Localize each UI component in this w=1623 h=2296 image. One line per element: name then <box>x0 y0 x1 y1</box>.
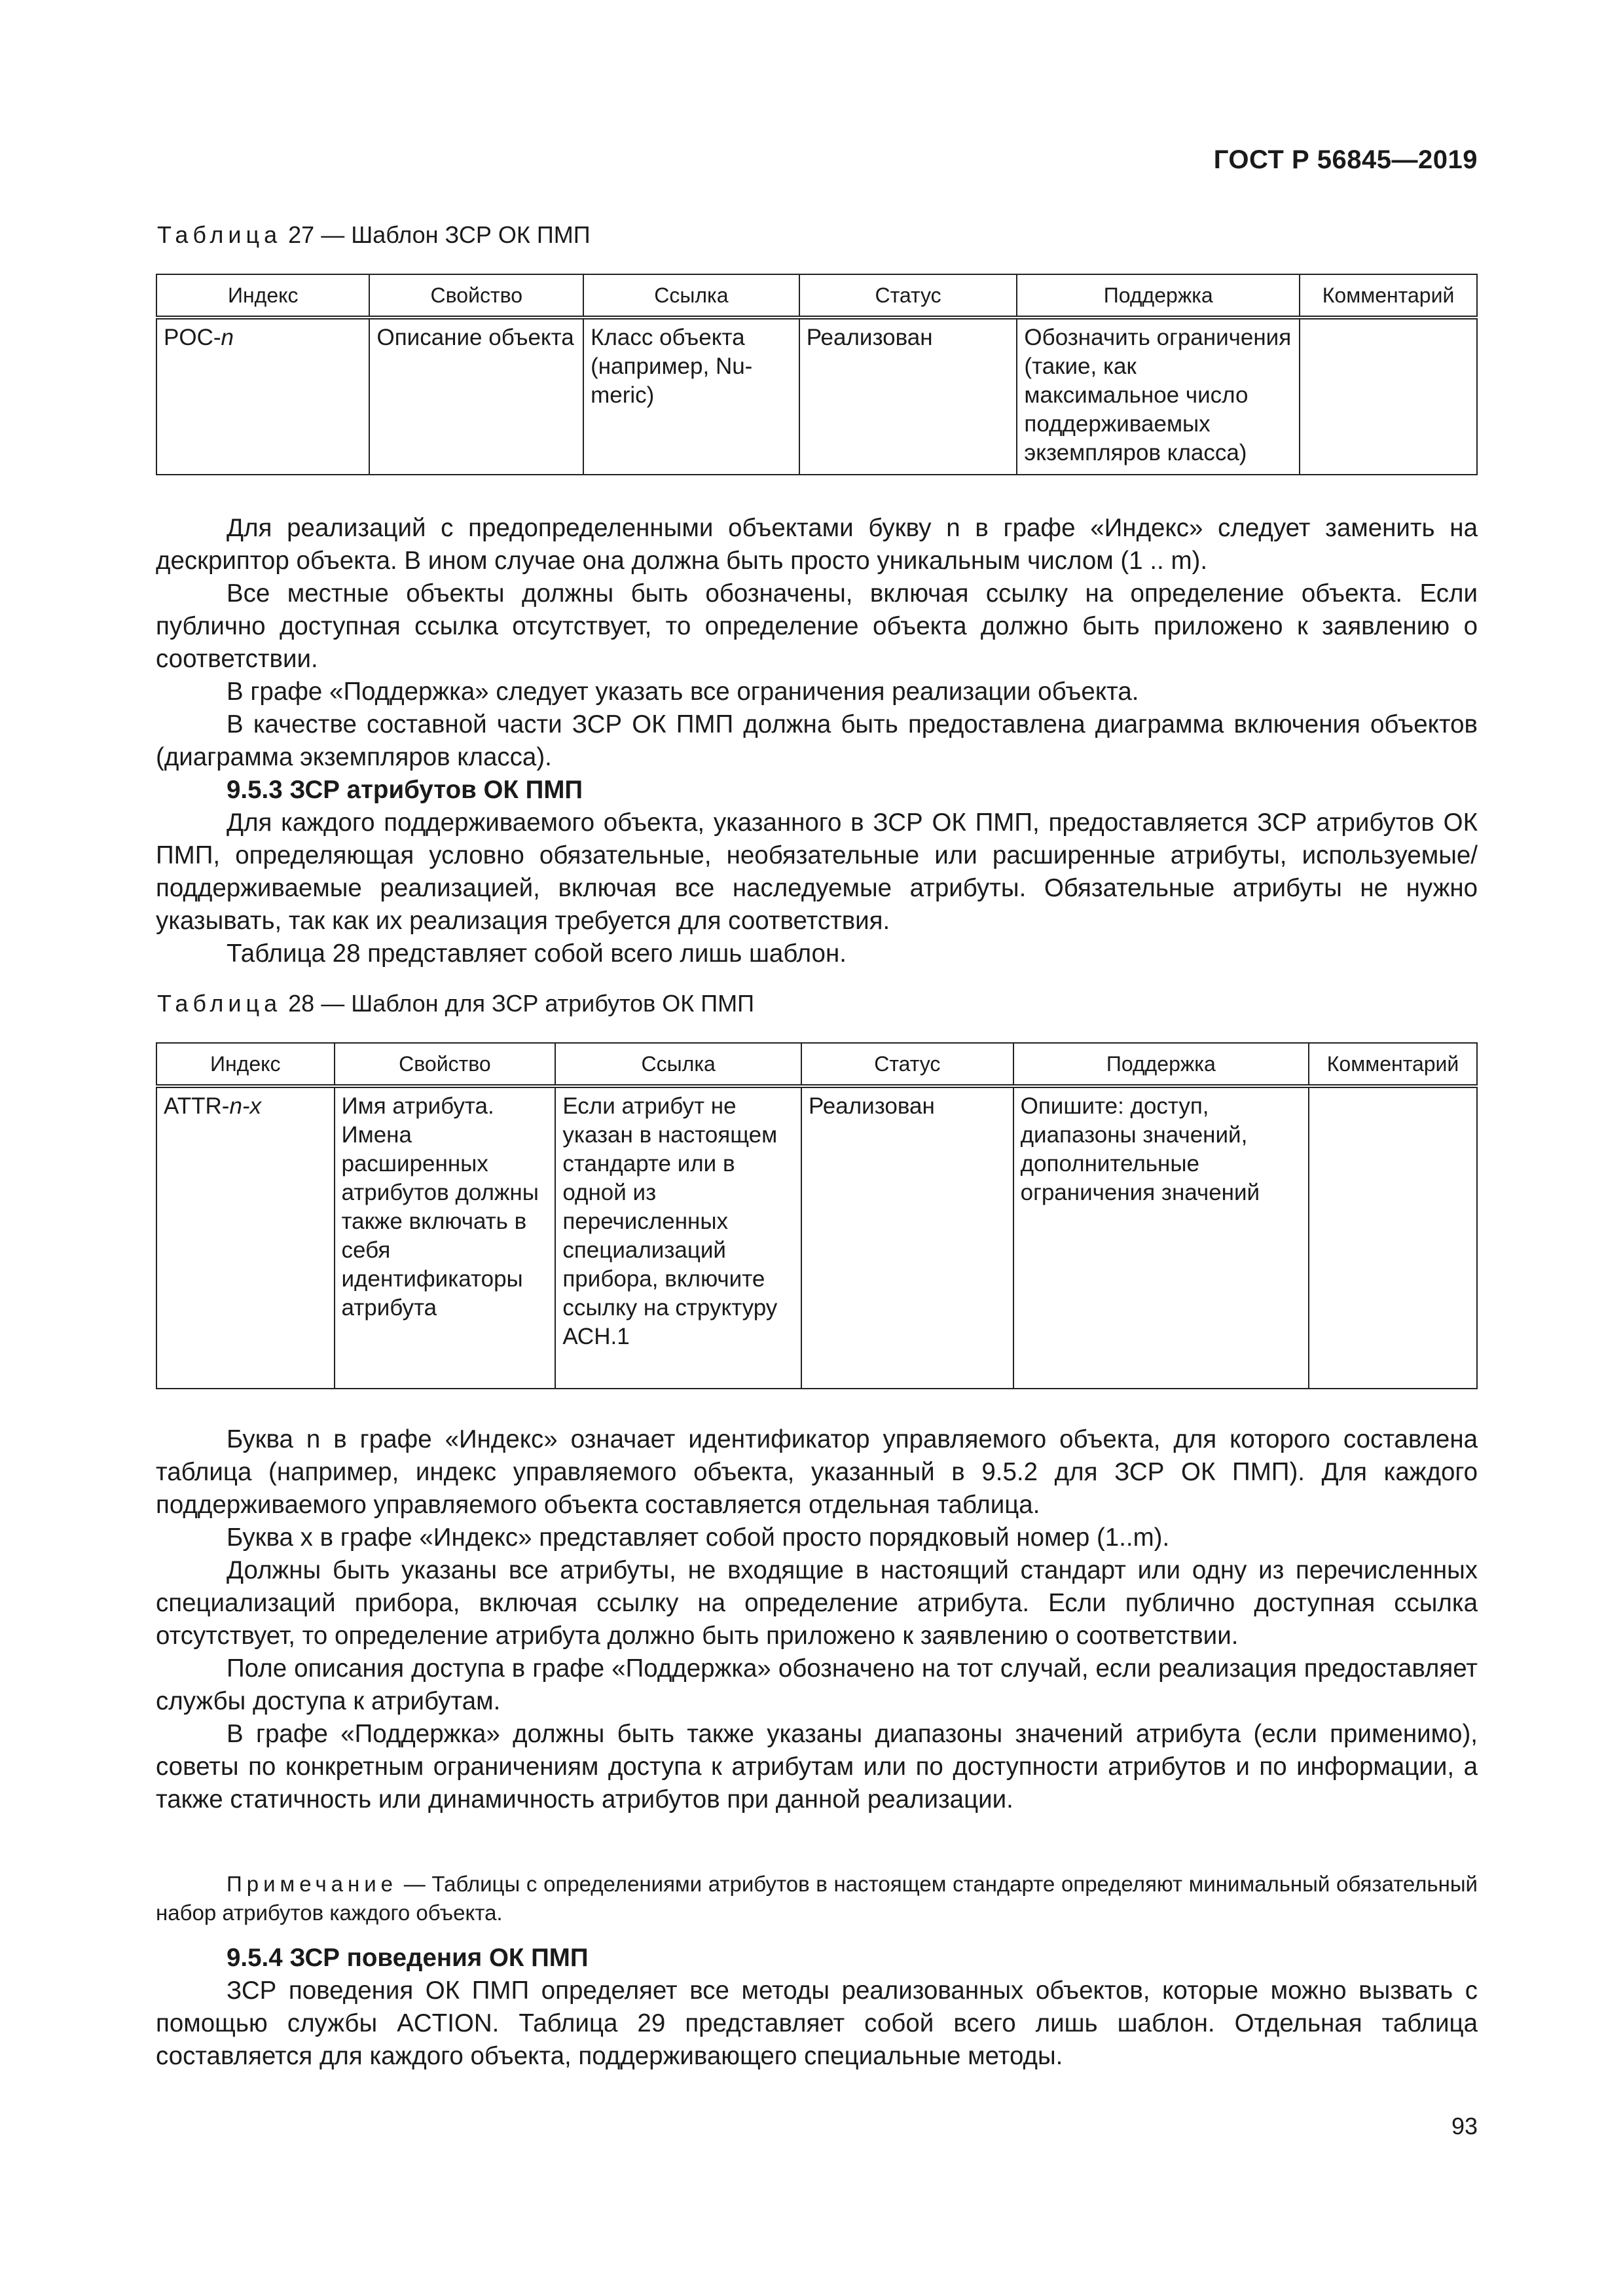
table27-cell-support: Обозначить ограничения (такие, как максимальное число поддерживаемых экземпляров класса) <box>1017 318 1300 475</box>
table28-header-support: Поддержка <box>1013 1043 1309 1086</box>
table-row <box>156 1086 1477 1389</box>
document-standard-header: ГОСТ Р 56845—2019 <box>1213 145 1478 174</box>
table28-header-status: Статус <box>801 1043 1013 1086</box>
table28-header-row <box>156 1043 1477 1086</box>
table28-cell-reference: Если атрибут не указан в настоящем стандарте или в одной из перечисленных специализаций прибора, включите ссылку на структуру АСН.1 <box>555 1086 801 1389</box>
table28-header-comment: Комментарий <box>1309 1043 1477 1086</box>
table27-header-comment: Комментарий <box>1300 274 1477 318</box>
table-row <box>156 318 1477 475</box>
table27-cell-comment <box>1300 318 1477 475</box>
table27-caption <box>157 221 591 249</box>
table28-caption-word: Таблица <box>157 990 282 1017</box>
table28-index-var: n-x <box>229 1093 262 1119</box>
text-block-2 <box>156 1423 1478 1816</box>
table27-header-status: Статус <box>799 274 1017 318</box>
table27-cell-index <box>156 318 369 475</box>
table28 <box>156 1042 1478 1389</box>
table28-header-reference: Ссылка <box>555 1043 801 1086</box>
paragraph: Буква n в графе «Индекс» означает идентификатор управляемого объекта, для которого составлена таблица (например, индекс управляемого объекта, указанный в 9.5.2 для ЗСР ОК ПМП). Для каждого поддерживаемого управляемого объекта составляется отдельная таблица. <box>156 1425 1478 1519</box>
paragraph: ЗСР поведения ОК ПМП определяет все методы реализованных объектов, которые можно вызвать с помощью службы ACTION. Таблица 29 представляет собой всего лишь шаблон. Отдельная таблица составляется для каждого объекта, поддерживающего специальные методы. <box>156 1977 1478 2070</box>
table28-cell-comment <box>1309 1086 1477 1389</box>
text-block-1 <box>156 512 1478 970</box>
table28-cell-index <box>156 1086 335 1389</box>
table27-header-support: Поддержка <box>1017 274 1300 318</box>
paragraph: Для реализаций с предопределенными объектами букву n в графе «Индекс» следует заменить на дескриптор объекта. В ином случае она должна быть просто уникальным числом (1 .. m). <box>156 514 1478 575</box>
table27-header-reference: Ссылка <box>583 274 799 318</box>
section-heading-954: 9.5.4 ЗСР поведения ОК ПМП <box>227 1944 589 1972</box>
table28-header-property: Свойство <box>335 1043 556 1086</box>
paragraph: Должны быть указаны все атрибуты, не входящие в настоящий стандарт или одну из перечисленных специализаций прибора, включая ссылку на определение атрибута. Если публично доступная ссылка отсутствует, то определение атрибута должно быть приложено к заявлению о соответствии. <box>156 1556 1478 1650</box>
note-block <box>156 1870 1478 1927</box>
paragraph: В графе «Поддержка» следует указать все ограничения реализации объекта. <box>227 678 1139 706</box>
paragraph: В графе «Поддержка» должны быть также указаны диапазоны значений атрибута (если применимо), советы по конкретным ограничениям доступа к атрибутам или по доступности атрибутов и по информации, а также статичность или динамичность атрибутов при данной реализации. <box>156 1720 1478 1813</box>
table27-header-index: Индекс <box>156 274 369 318</box>
table27-caption-word: Таблица <box>157 221 282 248</box>
text-block-3 <box>156 1942 1478 2073</box>
table27-cell-property: Описание объекта <box>369 318 583 475</box>
table27-index-prefix: POC- <box>164 325 221 350</box>
table27-index-var: n <box>221 325 234 350</box>
table27-caption-text: 27 — Шаблон ЗСР ОК ПМП <box>282 221 591 248</box>
section-heading-953: 9.5.3 ЗСР атрибутов ОК ПМП <box>227 776 583 804</box>
table28-cell-status: Реализован <box>801 1086 1013 1389</box>
table28-caption <box>157 990 754 1017</box>
note <box>156 1870 1478 1927</box>
note-label: Примечание <box>227 1872 398 1896</box>
note-text: — Таблицы с определениями атрибутов в настоящем стандарте определяют минимальный обязательный набор атрибутов каждого объекта. <box>156 1872 1478 1925</box>
paragraph: Для каждого поддерживаемого объекта, указанного в ЗСР ОК ПМП, предоставляется ЗСР атрибутов ОК ПМП, определяющая условно обязательные, необязательные или расширенные атрибуты, используемые/поддерживаемые реализацией, включая все наследуемые атрибуты. Обязательные атрибуты не нужно указывать, так как их реализация требуется для соответствия. <box>156 809 1478 935</box>
table28-cell-property: Имя атрибута. Имена расширенных атрибутов должны также включать в себя идентификаторы атрибута <box>335 1086 556 1389</box>
paragraph: Поле описания доступа в графе «Поддержка» обозначено на тот случай, если реализация предоставляет службы доступа к атрибутам. <box>156 1654 1478 1715</box>
table27-cell-reference: Класс объекта (например, Nu-meric) <box>583 318 799 475</box>
table28-caption-text: 28 — Шаблон для ЗСР атрибутов ОК ПМП <box>282 990 755 1017</box>
table28-cell-support: Опишите: доступ, диапазоны значений, дополнительные ограничения значений <box>1013 1086 1309 1389</box>
table27-cell-status: Реализован <box>799 318 1017 475</box>
table28-header-index: Индекс <box>156 1043 335 1086</box>
paragraph: Буква x в графе «Индекс» представляет собой просто порядковый номер (1..m). <box>227 1523 1170 1552</box>
paragraph: В качестве составной части ЗСР ОК ПМП должна быть предоставлена диаграмма включения объектов (диаграмма экземпляров класса). <box>156 710 1478 771</box>
paragraph: Все местные объекты должны быть обозначены, включая ссылку на определение объекта. Если публично доступная ссылка отсутствует, то определение объекта должно быть приложено к заявлению о соответствии. <box>156 579 1478 673</box>
table27-header-property: Свойство <box>369 274 583 318</box>
paragraph: Таблица 28 представляет собой всего лишь шаблон. <box>227 939 847 968</box>
page-number: 93 <box>1451 2113 1478 2140</box>
table27 <box>156 274 1478 475</box>
table28-index-prefix: ATTR- <box>164 1093 230 1119</box>
table27-header-row <box>156 274 1477 318</box>
